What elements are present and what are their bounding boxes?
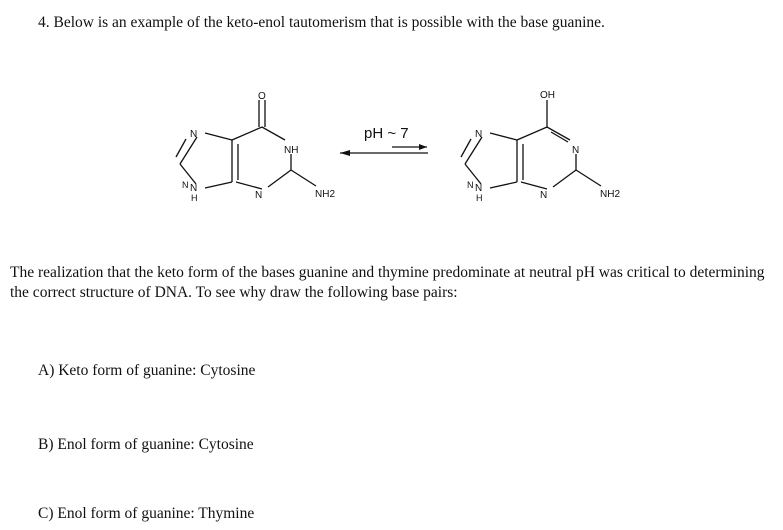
item-a: A) Keto form of guanine: Cytosine [38,362,256,379]
keto-n3-label: N [255,190,263,201]
keto-oxygen-label: O [258,91,266,102]
enol-n3-label: N [540,190,548,201]
enol-n9-label: N [475,183,483,194]
enol-guanine-structure [461,100,601,189]
tautomerism-scheme [0,70,783,230]
enol-nh2-label: NH2 [600,189,621,200]
question-title: 4. Below is an example of the keto-enol tautomerism that is possible with the base guanine. [38,14,605,31]
enol-n7-label: N [475,129,483,140]
enol-oh-label: OH [540,90,555,101]
equilibrium-arrows [340,144,428,156]
enol-ring-n-label: N [467,180,474,190]
keto-h-label: H [191,193,198,203]
keto-n9-label: N [190,183,198,194]
explanation-paragraph: The realization that the keto form of the bases guanine and thymine predominate at neutral pH was critical to determining the correct structure of DNA. To see why draw the following base pairs: [10,264,765,301]
keto-nh2-label: NH2 [315,189,336,200]
arrow-ph-label: pH ~ 7 [364,125,409,142]
enol-h-label: H [476,193,483,203]
enol-n1-label: N [572,145,580,156]
keto-ring-n-label: N [182,180,189,190]
item-c: C) Enol form of guanine: Thymine [38,505,255,522]
keto-n7-label: N [190,129,198,140]
item-b: B) Enol form of guanine: Cytosine [38,436,254,453]
keto-nh-label: NH [284,145,299,156]
